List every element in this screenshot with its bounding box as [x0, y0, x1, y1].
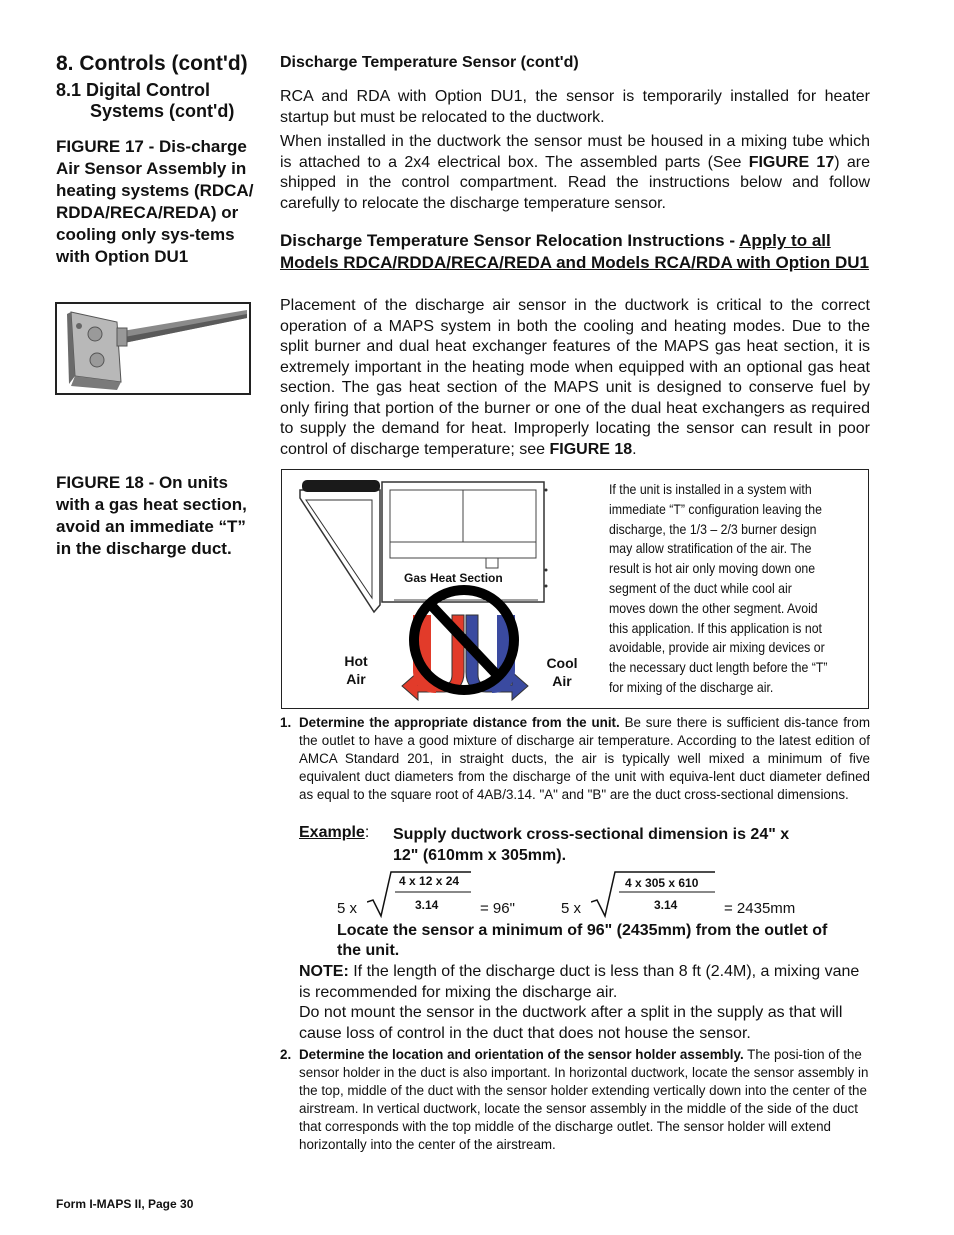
- step-2-body: The posi-tion of the sensor holder in the duct is also important. In horizontal ductwork, locate the sensor assembly in the top, middle of the duct with the sensor holder extending vertically down into the center of the airstream. In vertical ductwork, locate the sensor assembly in the middle of the side of the duct that corresponds with the top middle of the discharge outlet. The sensor holder will extend horizontally into the center of the airstream.: [299, 1047, 869, 1152]
- example-colon: :: [364, 824, 370, 841]
- equation-2-prefix: 5 x: [561, 900, 582, 917]
- note-mixing-vane: [299, 962, 869, 1003]
- cool-air-label-line-1: Cool: [546, 655, 578, 671]
- equation-1-numerator: 4 x 12 x 24: [399, 874, 460, 888]
- step-1: [280, 714, 870, 804]
- note-label: NOTE:: [299, 963, 349, 980]
- figure-18-caption: FIGURE 18 - On units with a gas heat section, avoid an immediate “T” in the discharge duct.: [56, 473, 247, 558]
- step-1-number: 1.: [280, 715, 292, 730]
- subsection-title: [56, 80, 256, 122]
- paragraph-ductwork-text-b: ) are shipped in the control compartment. Read the instructions below and follow carefully to relocate the discharge temperature sensor.: [280, 153, 870, 212]
- step-1-body: Be sure there is sufficient dis-tance from the outlet to have a good mixture of discharge air temperature. According to the latest edition of AMCA Standard 201, in straight ducts, the air is typically well mixed a minimum of five equivalent duct diameters from the discharge of the unit with equiva-lent duct diameter defined as equal to the square root of 4AB/3.14. "A" and "B" are the duct cross-sectional dimensions.: [299, 715, 870, 802]
- locate-sensor-instruction: Locate the sensor a minimum of 96" (2435mm) from the outlet of the unit.: [337, 922, 828, 959]
- relocation-heading-text: Discharge Temperature Sensor Relocation Instructions -: [280, 231, 740, 250]
- figure-17-caption: FIGURE 17 - Dis-charge Air Sensor Assembly in heating systems (RDCA/ RDDA/RECA/REDA) or cooling only sys-tems with Option DU1: [56, 137, 254, 266]
- figure-17-image: [55, 302, 251, 395]
- gas-heat-section-label: Gas Heat Section: [404, 571, 503, 585]
- paragraph-ductwork-text-a: When installed in the ductwork the sensor must be housed in a mixing tube which is attached to a 2x4 electrical box. The assembled parts (See: [280, 133, 870, 171]
- example-description: Supply ductwork cross-sectional dimension is 24" x 12" (610mm x 305mm).: [393, 826, 790, 864]
- page-footer: Form I-MAPS II, Page 30: [56, 1197, 194, 1211]
- cool-air-label: [544, 654, 580, 690]
- figure-18: [281, 469, 869, 709]
- note-block: [299, 962, 869, 1044]
- step-2-number: 2.: [280, 1047, 292, 1062]
- equation-2-result: = 2435mm: [724, 900, 796, 917]
- paragraph-placement-end: .: [632, 440, 637, 458]
- hot-air-label: [342, 652, 370, 688]
- relocation-instructions-heading: [280, 230, 870, 274]
- step-2-title: Determine the location and orientation of the sensor holder assembly.: [299, 1047, 744, 1062]
- hot-air-label-line-1: Hot: [344, 653, 368, 669]
- figure-18-note: If the unit is installed in a system with immediate “T” configuration leaving the discharge, the 1/3 – 2/3 burner design may allow stratification of the air. The result is hot air only moving down one segment of the duct while cool air moves down the other segment. Avoid this application. If this application is not avoidable, provide air mixing devices or the necessary duct length before the “T” for mixing of the discharge air.: [609, 481, 828, 695]
- discharge-sensor-heading: Discharge Temperature Sensor (cont'd): [280, 54, 579, 71]
- note-body: If the length of the discharge duct is less than 8 ft (2.4M), a mixing vane is recommended for mixing the discharge air.: [299, 963, 860, 1001]
- sensor-assembly-illustration: [57, 304, 249, 393]
- paragraph-rca-rda: RCA and RDA with Option DU1, the sensor is temporarily installed for heater startup but must be relocated to the ductwork.: [280, 88, 870, 126]
- section-title: 8. Controls (cont'd): [56, 52, 248, 75]
- paragraph-placement: [280, 296, 870, 460]
- note-split-warning: Do not mount the sensor in the ductwork after a split in the supply as that will cause loss of control in the duct that does not house the sensor.: [299, 1004, 843, 1042]
- equation-2-numerator: 4 x 305 x 610: [625, 876, 699, 890]
- example-label: Example: [299, 824, 365, 841]
- subsection-line-1: 8.1 Digital Control: [56, 80, 211, 100]
- paragraph-ductwork: [280, 132, 870, 214]
- equation-inches: [337, 868, 587, 920]
- example-block: [299, 824, 790, 864]
- subsection-line-2: Systems (cont'd): [90, 101, 235, 121]
- step-2: [280, 1046, 870, 1154]
- equation-1-result: = 96": [480, 900, 515, 917]
- cool-air-label-line-2: Air: [552, 673, 572, 689]
- equation-1-prefix: 5 x: [337, 900, 358, 917]
- relocation-heading-applies: Apply to all Models RDCA/RDDA/RECA/REDA and Models RCA/RDA with Option DU1: [280, 231, 870, 272]
- equation-millimeters: [561, 868, 821, 920]
- equation-1-denominator: 3.14: [415, 898, 439, 912]
- paragraph-placement-text: Placement of the discharge air sensor in the ductwork is critical to the correct operation of a MAPS system in both the cooling and heating modes. Due to the split burner and dual heat exchanger features of the MAPS gas heat section, it is extremely important in the heating mode when equipped with an optional gas heat section. The gas heat section of the MAPS unit is designed to conserve fuel by only firing that portion of the burner or one of the dual heat exchangers as required to supply the demand for heat. Improperly locating the sensor can result in poor control of discharge temperature; see: [280, 297, 870, 458]
- figure-17-reference: FIGURE 17: [748, 153, 835, 171]
- equation-2-denominator: 3.14: [654, 898, 678, 912]
- step-1-title: Determine the appropriate distance from the unit.: [299, 715, 620, 730]
- figure-18-reference: FIGURE 18: [549, 440, 633, 458]
- hot-air-label-line-2: Air: [346, 671, 366, 687]
